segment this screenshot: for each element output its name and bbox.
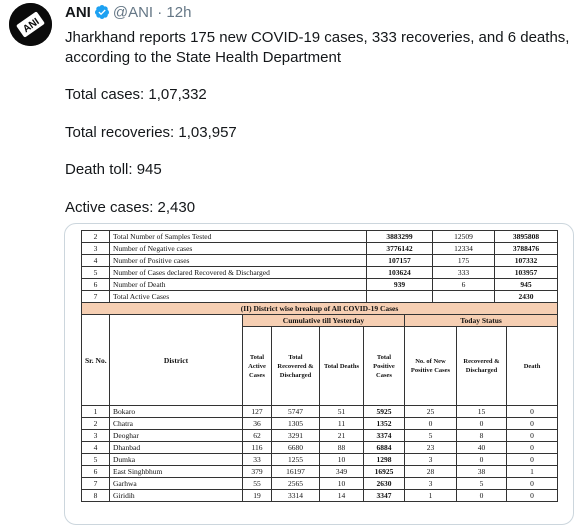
summary-value-total: 945 (495, 279, 558, 291)
table-row (82, 490, 558, 502)
summary-sr: 3 (82, 243, 110, 255)
cell-sr: 2 (82, 418, 110, 430)
health-bulletin-document (81, 230, 557, 502)
summary-value-today: 333 (433, 267, 495, 279)
table-row (82, 466, 558, 478)
summary-value-previous: 107157 (367, 255, 433, 267)
cell-active: 33 (243, 454, 272, 466)
col-header-today-recovered: Recovered & Discharged (457, 327, 507, 406)
table-row (82, 418, 558, 430)
cell-today-recovered: 8 (457, 430, 507, 442)
cell-recovered: 3291 (272, 430, 320, 442)
cell-active: 127 (243, 406, 272, 418)
summary-value-previous: 3883299 (367, 231, 433, 243)
summary-sr: 7 (82, 291, 110, 303)
tweet-text-headline: Jharkhand reports 175 new COVID-19 cases, 333 recoveries, and 6 deaths, according to the State Health Department (65, 29, 570, 66)
group-header-cumulative: Cumulative till Yesterday (243, 315, 405, 327)
summary-value-total: 2430 (495, 291, 558, 303)
cell-active: 116 (243, 442, 272, 454)
cell-deaths: 11 (320, 418, 364, 430)
author-name[interactable]: ANI (65, 4, 91, 21)
cell-positive: 2630 (364, 478, 405, 490)
cell-active: 62 (243, 430, 272, 442)
summary-sr: 4 (82, 255, 110, 267)
cell-sr: 7 (82, 478, 110, 490)
summary-label: Number of Negative cases (110, 243, 367, 255)
cell-today-death: 0 (507, 478, 558, 490)
cell-sr: 1 (82, 406, 110, 418)
cell-today-death: 0 (507, 406, 558, 418)
col-header-today-death: Death (507, 327, 558, 406)
summary-value-today: 175 (433, 255, 495, 267)
summary-table (81, 230, 558, 303)
summary-row (82, 291, 558, 303)
cell-district: Giridih (110, 490, 243, 502)
tweet-image[interactable] (64, 223, 574, 525)
cell-active: 55 (243, 478, 272, 490)
col-header-recovered: Total Recovered & Discharged (272, 327, 320, 406)
col-header-active: Total Active Cases (243, 327, 272, 406)
cell-positive: 3374 (364, 430, 405, 442)
cell-district: Dhanbad (110, 442, 243, 454)
summary-label: Number of Positive cases (110, 255, 367, 267)
cell-deaths: 10 (320, 478, 364, 490)
cell-positive: 1352 (364, 418, 405, 430)
col-header-deaths: Total Deaths (320, 327, 364, 406)
table-row (82, 406, 558, 418)
summary-value-previous: 103624 (367, 267, 433, 279)
cell-active: 19 (243, 490, 272, 502)
cell-positive: 3347 (364, 490, 405, 502)
summary-row (82, 255, 558, 267)
table-row (82, 454, 558, 466)
table-row (82, 442, 558, 454)
cell-today-recovered: 38 (457, 466, 507, 478)
avatar[interactable] (9, 3, 52, 46)
cell-today-death: 0 (507, 442, 558, 454)
summary-row (82, 267, 558, 279)
cell-positive: 6884 (364, 442, 405, 454)
summary-value-previous: 939 (367, 279, 433, 291)
summary-value-today: 12334 (433, 243, 495, 255)
group-header-today: Today Status (405, 315, 558, 327)
verified-badge-icon (94, 4, 110, 26)
table-row (82, 478, 558, 490)
cell-today-recovered: 40 (457, 442, 507, 454)
district-table-title: (II) District wise breakup of All COVID-19 Cases (82, 303, 558, 315)
summary-label: Total Number of Samples Tested (110, 231, 367, 243)
summary-label: Number of Death (110, 279, 367, 291)
col-header-district: District (110, 315, 243, 406)
district-table (81, 302, 558, 502)
cell-recovered: 3314 (272, 490, 320, 502)
tweet-text-total-cases: Total cases: 1,07,332 (65, 86, 207, 103)
summary-row (82, 279, 558, 291)
cell-today-recovered: 15 (457, 406, 507, 418)
avatar-text: ANI (21, 16, 42, 36)
summary-value-previous: 3776142 (367, 243, 433, 255)
cell-new-positive: 25 (405, 406, 457, 418)
cell-today-death: 0 (507, 490, 558, 502)
summary-value-total: 107332 (495, 255, 558, 267)
author-handle[interactable]: @ANI (112, 4, 154, 21)
cell-deaths: 88 (320, 442, 364, 454)
summary-sr: 5 (82, 267, 110, 279)
summary-label: Total Active Cases (110, 291, 367, 303)
cell-sr: 6 (82, 466, 110, 478)
col-header-positive: Total Positive Cases (364, 327, 405, 406)
cell-deaths: 349 (320, 466, 364, 478)
cell-today-recovered: 0 (457, 490, 507, 502)
cell-recovered: 6680 (272, 442, 320, 454)
summary-value-today: 12509 (433, 231, 495, 243)
cell-today-recovered: 0 (457, 454, 507, 466)
tweet-text-active-cases: Active cases: 2,430 (65, 198, 196, 216)
cell-sr: 3 (82, 430, 110, 442)
tweet-text-total-recoveries: Total recoveries: 1,03,957 (65, 123, 237, 141)
summary-value-previous (367, 291, 433, 303)
separator-dot: · (157, 4, 163, 21)
cell-new-positive: 3 (405, 454, 457, 466)
cell-sr: 4 (82, 442, 110, 454)
cell-new-positive: 1 (405, 490, 457, 502)
ani-logo-icon (9, 3, 52, 46)
tweet-timestamp[interactable]: 12h (166, 4, 192, 21)
cell-sr: 5 (82, 454, 110, 466)
cell-deaths: 14 (320, 490, 364, 502)
cell-today-death: 0 (507, 454, 558, 466)
cell-deaths: 10 (320, 454, 364, 466)
cell-recovered: 5747 (272, 406, 320, 418)
cell-district: Bokaro (110, 406, 243, 418)
tweet-text-death-toll: Death toll: 945 (65, 161, 162, 178)
summary-sr: 2 (82, 231, 110, 243)
cell-new-positive: 5 (405, 430, 457, 442)
summary-row (82, 231, 558, 243)
cell-deaths: 21 (320, 430, 364, 442)
cell-sr: 8 (82, 490, 110, 502)
cell-positive: 16925 (364, 466, 405, 478)
cell-district: Chatra (110, 418, 243, 430)
cell-new-positive: 23 (405, 442, 457, 454)
summary-value-today: 6 (433, 279, 495, 291)
col-header-new-positive: No. of New Positive Cases (405, 327, 457, 406)
summary-label: Number of Cases declared Recovered & Discharged (110, 267, 367, 279)
cell-deaths: 51 (320, 406, 364, 418)
cell-district: Deoghar (110, 430, 243, 442)
cell-today-death: 0 (507, 430, 558, 442)
cell-positive: 1298 (364, 454, 405, 466)
cell-new-positive: 28 (405, 466, 457, 478)
cell-recovered: 1255 (272, 454, 320, 466)
summary-value-total: 3895808 (495, 231, 558, 243)
col-header-sr-no: Sr. No. (82, 315, 110, 406)
cell-new-positive: 3 (405, 478, 457, 490)
cell-today-recovered: 0 (457, 418, 507, 430)
summary-sr: 6 (82, 279, 110, 291)
cell-today-recovered: 5 (457, 478, 507, 490)
table-row (82, 430, 558, 442)
cell-district: Dumka (110, 454, 243, 466)
cell-recovered: 16197 (272, 466, 320, 478)
tweet-text (65, 28, 570, 217)
cell-recovered: 1305 (272, 418, 320, 430)
cell-recovered: 2565 (272, 478, 320, 490)
tweet-header (65, 3, 191, 26)
summary-value-today (433, 291, 495, 303)
cell-new-positive: 0 (405, 418, 457, 430)
cell-active: 36 (243, 418, 272, 430)
cell-today-death: 1 (507, 466, 558, 478)
cell-active: 379 (243, 466, 272, 478)
summary-value-total: 103957 (495, 267, 558, 279)
cell-today-death: 0 (507, 418, 558, 430)
cell-positive: 5925 (364, 406, 405, 418)
summary-row (82, 243, 558, 255)
summary-value-total: 3788476 (495, 243, 558, 255)
cell-district: Garhwa (110, 478, 243, 490)
cell-district: East Singhbhum (110, 466, 243, 478)
